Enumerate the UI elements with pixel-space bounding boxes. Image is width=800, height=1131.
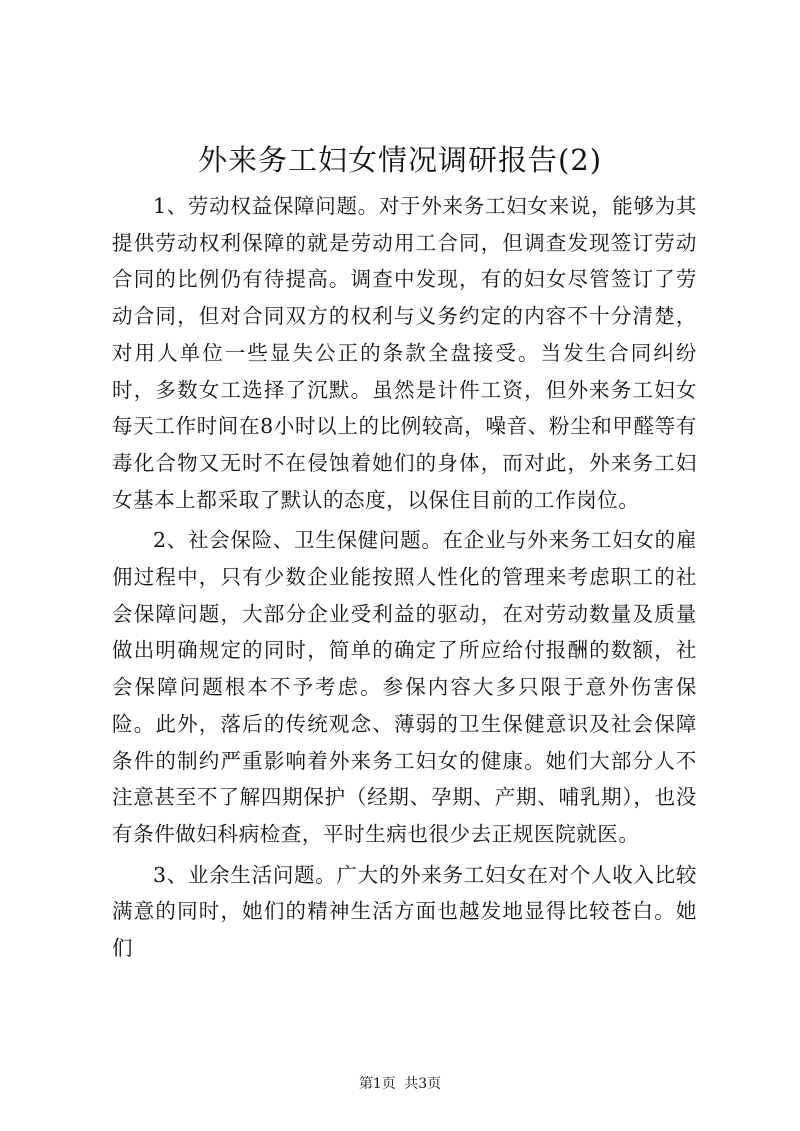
page-number: 第1页	[358, 1076, 396, 1092]
document-body	[112, 188, 697, 971]
page-total: 共3页	[404, 1076, 442, 1092]
document-title: 外来务工妇女情况调研报告(2)	[197, 143, 603, 177]
paragraph-leisure-life: 3、业余生活问题。广大的外来务工妇女在对个人收入比较满意的同时，她们的精神生活方面也越发地显得比较苍白。她们	[112, 862, 697, 961]
paragraph-social-insurance: 2、社会保险、卫生保健问题。在企业与外来务工妇女的雇佣过程中，只有少数企业能按照人性化的管理来考虑职工的社会保障问题，大部分企业受利益的驱动，在对劳动数量及质量做出明确规定的同时，简单的确定了所应给付报酬的数额，社会保障问题根本不予考虑。参保内容大多只限于意外伤害保险。此外，落后的传统观念、薄弱的卫生保健意识及社会保障条件的制约严重影响着外来务工妇女的健康。她们大部分人不注意甚至不了解四期保护（经期、孕期、产期、哺乳期），也没有条件做妇科病检查，平时生病也很少去正规医院就医。	[112, 528, 697, 846]
paragraph-labor-rights: 1、劳动权益保障问题。对于外来务工妇女来说，能够为其提供劳动权利保障的就是劳动用工合同，但调查发现签订劳动合同的比例仍有待提高。调查中发现，有的妇女尽管签订了劳动合同，但对合同双方的权利与义务约定的内容不十分清楚，对用人单位一些显失公正的条款全盘接受。当发生合同纠纷时，多数女工选择了沉默。虽然是计件工资，但外来务工妇女每天工作时间在8小时以上的比例较高，噪音、粉尘和甲醛等有毒化合物又无时不在侵蚀着她们的身体，而对此，外来务工妇女基本上都采取了默认的态度，以保住目前的工作岗位。	[112, 194, 697, 512]
page-footer	[0, 1074, 800, 1094]
